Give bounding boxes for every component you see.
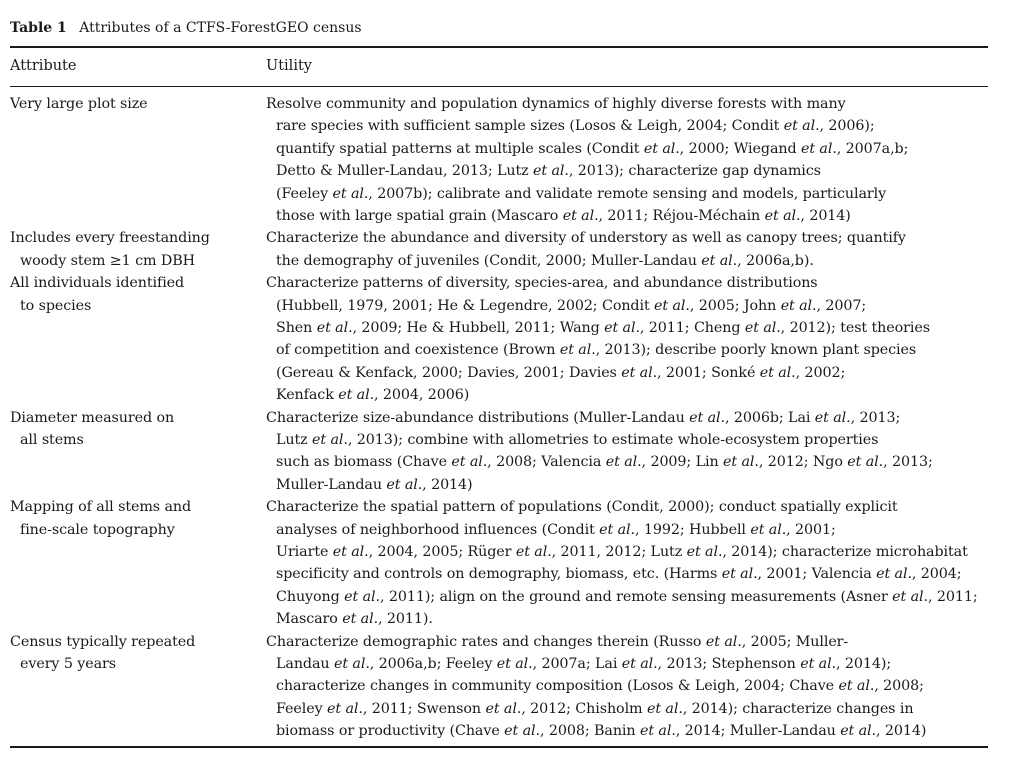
utility-line: of competition and coexistence (Brown et al., 2013); describe poorly known plant species: [276, 342, 917, 359]
utility-line: the demography of juveniles (Condit, 2000; Muller-Landau et al., 2006a,b).: [276, 252, 814, 269]
attribute-line: to species: [20, 297, 92, 314]
utility-line: Characterize demographic rates and changes therein (Russo et al., 2005; Muller-: [266, 633, 849, 650]
table-title: Attributes of a CTFS-ForestGEO census: [79, 20, 362, 36]
header-utility: Utility: [266, 58, 312, 74]
utility-line: those with large spatial grain (Mascaro et al., 2011; Réjou-Méchain et al., 2014): [276, 208, 851, 224]
utility-line: rare species with sufficient sample sizes (Losos & Leigh, 2004; Condit et al., 2006);: [276, 118, 875, 135]
utility-line: specificity and controls on demography, biomass, etc. (Harms et al., 2001; Valencia et al., 2004;: [276, 566, 962, 583]
header-rule: [10, 86, 988, 87]
attribute-line: Census typically repeated: [10, 633, 196, 650]
utility-line: Characterize size-abundance distributions (Muller-Landau et al., 2006b; Lai et al., 2013;: [266, 409, 901, 426]
utility-line: quantify spatial patterns at multiple scales (Condit et al., 2000; Wiegand et al., 2007a,b;: [276, 140, 909, 157]
utility-line: Mascaro et al., 2011).: [276, 611, 433, 628]
utility-line: Kenfack et al., 2004, 2006): [276, 387, 470, 404]
utility-line: Muller-Landau et al., 2014): [276, 476, 473, 493]
utility-line: Shen et al., 2009; He & Hubbell, 2011; Wang et al., 2011; Cheng et al., 2012); test theories: [276, 319, 930, 336]
attribute-line: Very large plot size: [10, 96, 148, 112]
utility-line: Feeley et al., 2011; Swenson et al., 2012; Chisholm et al., 2014); characterize changes in: [276, 700, 914, 717]
attribute-line: every 5 years: [20, 655, 117, 672]
table-label: Table 1: [10, 20, 67, 36]
attribute-line: Diameter measured on: [10, 409, 175, 426]
attribute-line: fine-scale topography: [20, 521, 175, 538]
utility-line: biomass or productivity (Chave et al., 2008; Banin et al., 2014; Muller-Landau et al., 2014): [276, 723, 927, 740]
attribute-line: woody stem ≥1 cm DBH: [20, 252, 196, 269]
utility-line: Uriarte et al., 2004, 2005; Rüger et al., 2011, 2012; Lutz et al., 2014); characterize microhabitat: [276, 543, 968, 560]
utility-line: Characterize the abundance and diversity of understory as well as canopy trees; quantify: [266, 230, 906, 247]
utility-line: Resolve community and population dynamics of highly diverse forests with many: [266, 96, 846, 112]
table-caption: [10, 20, 362, 36]
attribute-line: Includes every freestanding: [10, 230, 210, 247]
utility-line: Characterize the spatial pattern of populations (Condit, 2000); conduct spatially explicit: [266, 499, 898, 516]
table-page: [10, 0, 988, 762]
utility-line: characterize changes in community composition (Losos & Leigh, 2004; Chave et al., 2008;: [276, 678, 924, 695]
header-attribute: Attribute: [10, 58, 77, 74]
attribute-line: Mapping of all stems and: [10, 499, 192, 516]
top-rule: [10, 46, 988, 48]
utility-line: Lutz et al., 2013); combine with allometries to estimate whole-ecosystem properties: [276, 431, 879, 448]
utility-line: (Gereau & Kenfack, 2000; Davies, 2001; Davies et al., 2001; Sonké et al., 2002;: [276, 364, 846, 381]
bottom-rule: [10, 746, 988, 748]
utility-line: Characterize patterns of diversity, species-area, and abundance distributions: [266, 275, 818, 292]
utility-line: (Feeley et al., 2007b); calibrate and validate remote sensing and models, particularly: [276, 185, 887, 202]
utility-line: Landau et al., 2006a,b; Feeley et al., 2007a; Lai et al., 2013; Stephenson et al., 2014);: [276, 655, 892, 672]
utility-line: such as biomass (Chave et al., 2008; Valencia et al., 2009; Lin et al., 2012; Ngo et al., 2013;: [276, 454, 933, 471]
utility-line: (Hubbell, 1979, 2001; He & Legendre, 2002; Condit et al., 2005; John et al., 2007;: [276, 297, 867, 314]
utility-line: analyses of neighborhood influences (Condit et al., 1992; Hubbell et al., 2001;: [276, 521, 836, 538]
utility-line: Chuyong et al., 2011); align on the ground and remote sensing measurements (Asner et al., 2011;: [276, 588, 978, 605]
attribute-line: All individuals identified: [10, 275, 185, 292]
utility-line: Detto & Muller-Landau, 2013; Lutz et al., 2013); characterize gap dynamics: [276, 163, 821, 180]
attribute-line: all stems: [20, 431, 84, 448]
